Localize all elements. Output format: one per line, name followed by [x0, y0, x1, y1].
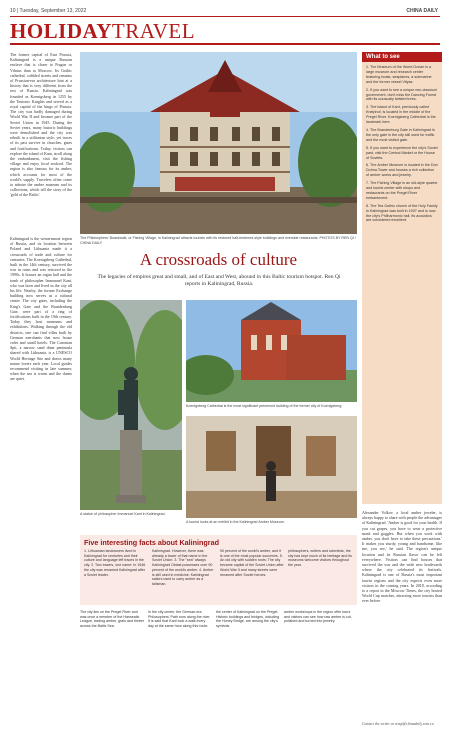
- sidebar-item: 6. The Amber Museum is located in the Don Dohna Tower and houses a rich collection of amber works and jewelry.: [366, 163, 438, 178]
- facts-column: Kaliningrad. However, there was already a tower of that name in the Soviet Union. 3. The "sea" always Kaliningrad Oblast possesses over 90 percent of the world's amber. 4. Amber is still used in medicine: Kaliningrad sailors used to carry amber as a talisman.: [152, 549, 214, 586]
- section-title: [10, 19, 195, 44]
- article-column-1-cont: Kaliningrad is the westernmost region of Russia, and its location between Poland and Lithuania made it a crossroads of trade and culture for centuries. The Koenigsberg Cathedral, built in the 14th century, survived the war in ruins and was restored in the 1990s. It houses an organ hall and the tomb of philosopher Immanuel Kant, who was born and lived in the city all his life. Nearby, the former Exchange building now serves as a cultural center. The city gates, including the King's Gate and the Brandenburg Gate, were part of a ring of fortifications built in the 19th century. Today they host museums and exhibitions. Walking through the old districts, one can find villas built by German merchants that now house cafes and small hotels. The Curonian Spit, a narrow sand dune peninsula shared with Lithuania, is a UNESCO World Heritage Site and draws many nature lovers each year. Local guides recommend visiting in late summer, when the sea is warm and the dunes are quiet.: [10, 236, 72, 382]
- article-column-4: Alexander Volkov, a local amber jeweler, is always happy to share with people the advantages of Kaliningrad. 'Amber is good for your health. If you cut grapes, you have to wear a protective mask and goggles. But when you work with amber, you don't have to take these precautions.' It makes you sturdy, young and handsome, like me, you see,' he said. The region's unique location and its Russian flavor can be felt everywhere. Visitors can find houses that survived the war and the wide new boulevards where the city celebrated its festivals. Kaliningrad is one of Russia's most important tourist regions and the city expects even more visitors in the coming years. In 2018, according to a report in the Moscow Times, the city hosted World Cup matches, attracting more tourists than ever before.: [362, 510, 442, 604]
- body-column-bottom: The city lies on the Pregel River and was once a member of the Hanseatic League, trading amber, grain and timber across the Baltic Sea.: [80, 610, 144, 629]
- statue-caption: A statue of philosopher Immanuel Kant in Kaliningrad.: [80, 512, 166, 516]
- main-photo: [80, 52, 357, 234]
- page-info: 10 | Tuesday, September 13, 2022: [10, 8, 87, 14]
- facts-column: philosophers, writers and scientists, the city has kept much of its heritage and its museums welcome visitors throughout the year.: [288, 549, 352, 568]
- paper-name: CHINA DAILY: [406, 8, 438, 14]
- header-rule: [10, 16, 440, 17]
- sidebar-item: 3. The island of Kant, previously called Kneiphof, is located in the middle of the Pregel River. Koenigsberg Cathedral is the landmark here.: [366, 105, 436, 125]
- cathedral-photo: [186, 300, 357, 402]
- sidebar-what-to-see: [362, 52, 442, 504]
- masthead-rule: [10, 43, 440, 45]
- museum-caption: A tourist looks at an exhibit in the Kaliningrad Amber Museum.: [186, 520, 285, 524]
- body-column-bottom: amber workshops in the region offer tours and visitors can see how raw amber is cut, polished and turned into jewelry.: [284, 610, 352, 624]
- sidebar-title: What to see: [362, 52, 442, 62]
- facts-column: 90 percent of the world's amber, and it is one of the most popular souvenirs. 5. An old city with sudden roots: The city became capital of the Soviet Union after World War II and many streets were renamed after Soviet heroes.: [220, 549, 284, 577]
- facts-title: Five interesting facts about Kaliningrad: [84, 538, 219, 547]
- article-column-1: The former capital of East Prussia, Kaliningrad is a unique Russian enclave that is closer to Prague or Vilnius than to Moscow. Its Gothic cathedral, cobbled streets and remains of Prussian-era architecture hint at a history that is very different from the rest of Russia. Kaliningrad was founded as Koenigsberg in 1255 by the Teutonic Knights and served as a royal capital of the kings of Prussia. The city was badly damaged during World War II and became part of the Soviet Union in 1945. During the Soviet years, many historic buildings were demolished and the city was rebuilt in a utilitarian style, yet traces of its past survive in churches, gates and fortifications. Today, visitors can explore the island of Kant, stroll along the embankment, visit the fishing village and enjoy local seafood. The region is also famous for its amber, which accounts for most of the world's supply. Travelers often come to admire the amber museum and its collections, which tell the story of the 'gold of the Baltic'.: [10, 52, 72, 198]
- section-title-part2: TRAVEL: [111, 19, 196, 43]
- museum-photo: [186, 416, 357, 518]
- sidebar-item: 7. The Fishing Village is an old-style quarter and tourist center with shops and restaurants on the Pregel River embankment.: [366, 181, 438, 200]
- sidebar-item: 1. The Museum of the World Ocean is a large museum and research center featuring boats, seaplanes, a submarine and the former vessel Vityaz.: [366, 65, 432, 84]
- sidebar-item: 8. The Tea Gothic church of the Holy Family in Kaliningrad was built in 1907 and is now the city's Philharmonic hall. Its acoustics are considered excellent.: [366, 203, 438, 223]
- byline: Contact the writer at renqi@chinadaily.com.cn: [362, 722, 434, 726]
- sidebar-item: 5. If you want to experience the city's Soviet past, visit the Central Market or the House of Soviets.: [366, 145, 438, 160]
- body-column-bottom: In the city center, the German-era Philosophers' Path runs along the river. It is said that Kant took a walk every day at the same hour along this route.: [148, 610, 211, 629]
- body-column-bottom: the center of Kaliningrad on the Pregel. Historic buildings and bridges, including the Honey Bridge, are among the city's symbols.: [216, 610, 280, 629]
- main-photo-caption: The Philosophers' Boardwalk, or Fishing Village, in Kaliningrad attracts tourists with its restored half-timbered-style buildings and riverside restaurants. PHOTOS BY REN QI / CHINA DAILY: [80, 236, 356, 245]
- facts-box: [80, 535, 357, 605]
- sidebar-item: 2. If you want to see a unique neo-classical government, don't miss the Dancing Forest with its unusually twisted trees.: [366, 87, 437, 102]
- headline: A crossroads of culture: [139, 250, 298, 269]
- standfirst: The legacies of empires great and small, and of East and West, abound in this Baltic tourism hotspot. Ren Qi reports in Kaliningrad, Russia.: [97, 274, 341, 288]
- cathedral-caption: Koenigsberg Cathedral is the most significant preserved building of the former city of Koenigsberg.: [186, 404, 343, 408]
- facts-column: 1. Lithuanian landowners lived in Kaliningrad for centuries and their culture and language left traces in the city. 2. Two towers, one name: In 1946 the city was renamed Kaliningrad after a Soviet leader.: [84, 549, 146, 577]
- statue-photo: [80, 300, 182, 510]
- sidebar-item: 4. The Brandenburg Gate in Kaliningrad is the only gate in the city still used for traffic and the most visited gate.: [366, 127, 435, 142]
- section-title-part1: HOLIDAY: [10, 19, 112, 43]
